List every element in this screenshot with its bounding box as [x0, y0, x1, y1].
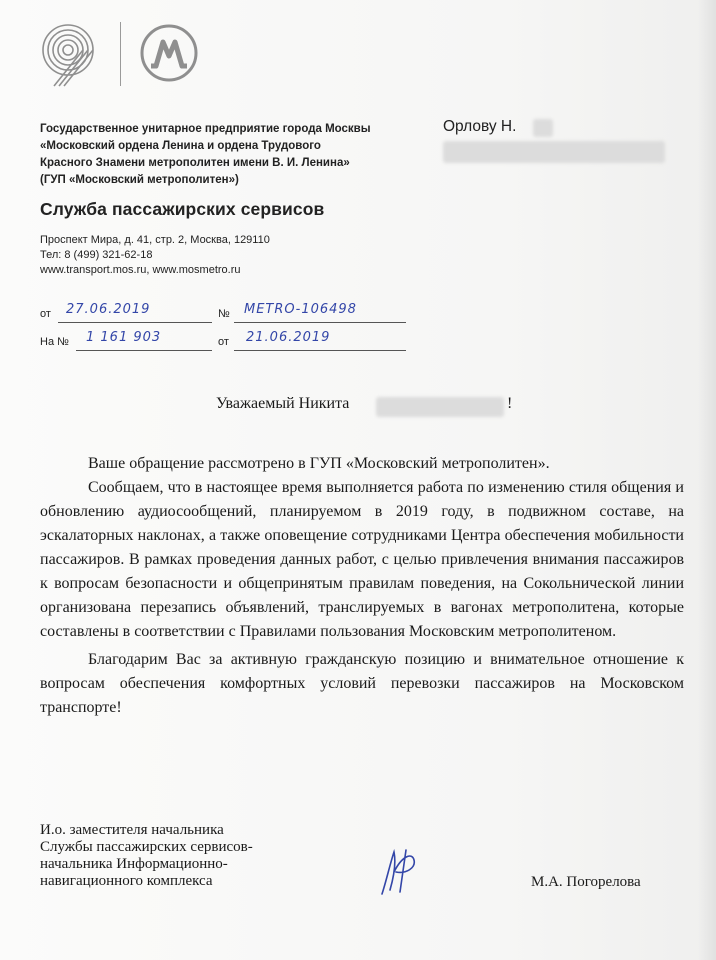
- ref-number: 1 161 903: [86, 330, 162, 345]
- number-underline: [234, 322, 406, 323]
- org-line: Красного Знамени метрополитен имени В. И. Ленина»: [40, 157, 350, 169]
- greeting: Уважаемый Никита: [216, 395, 350, 412]
- number-label: №: [218, 308, 230, 320]
- signatory-name: М.А. Погорелова: [531, 874, 641, 890]
- redacted-patronymic: [376, 397, 504, 417]
- org-line: Государственное унитарное предприятие города Москвы: [40, 123, 371, 135]
- org-line: «Московский ордена Ленина и ордена Трудового: [40, 140, 321, 152]
- address: Проспект Мира, д. 41, стр. 2, Москва, 129110: [40, 234, 270, 246]
- contacts-block: [40, 233, 270, 278]
- signatory-title-line: начальника Информационно-: [40, 856, 228, 872]
- signatory-title-line: Службы пассажирских сервисов-: [40, 839, 253, 855]
- handwritten-signature: [372, 842, 432, 902]
- phone: Тел: 8 (499) 321-62-18: [40, 249, 153, 261]
- letter-body: [40, 452, 684, 720]
- ref-underline: [76, 350, 212, 351]
- org-line: (ГУП «Московский метрополитен»): [40, 174, 239, 186]
- redacted-surname: [533, 119, 553, 137]
- outgoing-number: METRO-106498: [244, 302, 357, 317]
- redacted-address: [443, 141, 665, 163]
- ref-label: На №: [40, 336, 69, 348]
- moscow-transport-logo: [38, 22, 100, 88]
- ref-date: 21.06.2019: [246, 330, 331, 345]
- paragraph: Ваше обращение рассмотрено в ГУП «Московский метрополитен».: [88, 455, 550, 472]
- addressee-name: Орлову Н.: [443, 118, 517, 135]
- page-edge-shadow: [698, 0, 716, 960]
- date-underline: [58, 322, 212, 323]
- ref-date-label: от: [218, 336, 229, 348]
- ref-date-underline: [234, 350, 406, 351]
- greeting-exclamation: !: [507, 395, 513, 412]
- signatory-title-line: И.о. заместителя начальника: [40, 822, 224, 838]
- signatory-title: [40, 822, 253, 890]
- organization-header: [40, 121, 440, 189]
- metro-logo: [138, 22, 200, 84]
- date-label: от: [40, 308, 51, 320]
- signatory-title-line: навигационного комплекса: [40, 873, 213, 889]
- outgoing-date: 27.06.2019: [66, 302, 151, 317]
- logo-divider: [120, 22, 121, 86]
- service-name: Служба пассажирских сервисов: [40, 199, 325, 219]
- websites: www.transport.mos.ru, www.mosmetro.ru: [40, 264, 241, 276]
- paragraph: Благодарим Вас за активную гражданскую позицию и внимательное отношение к вопросам обеспечения комфортных условий перевозки пассажиров на Московском транспорте!: [40, 651, 684, 716]
- paragraph: Сообщаем, что в настоящее время выполняется работа по изменению стиля общения и обновлению аудиосообщений, планируемом в 2019 году, в подвижном составе, на эскалаторных наклонах, а также оповещение сотрудниками Центра обеспечения мобильности пассажиров. В рамках проведения данных работ, с целью привлечения внимания пассажиров к вопросам безопасности и общепринятым правилам поведения, на Сокольнической линии организована перезапись объявлений, транслируемых в вагонах метрополитена, которые составлены в соответствии с Правилами пользования Московским метрополитеном.: [40, 479, 684, 640]
